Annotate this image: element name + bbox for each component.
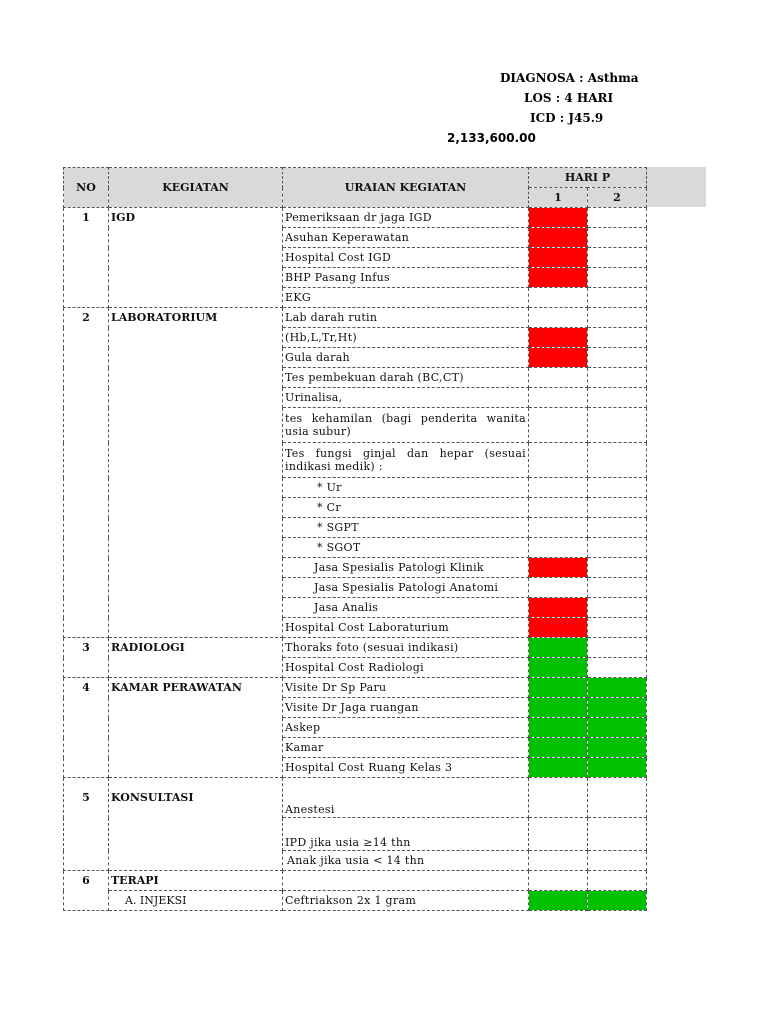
cell-uraian: Pemeriksaan dr jaga IGD (283, 208, 529, 228)
cell-day-1 (529, 678, 588, 698)
cell-kegiatan: KONSULTASI (109, 778, 283, 818)
los-label: LOS : 4 HARI (524, 91, 614, 105)
table-row (64, 718, 647, 738)
cell-uraian: Ceftriakson 2x 1 gram (283, 891, 529, 911)
cell-no (64, 248, 109, 268)
cell-no: 1 (64, 208, 109, 228)
cell-uraian: Tes pembekuan darah (BC,CT) (283, 368, 529, 388)
table-row (64, 248, 647, 268)
cell-day-2 (588, 558, 647, 578)
cell-day-1 (529, 388, 588, 408)
table-row (64, 478, 647, 498)
cell-day-2 (588, 478, 647, 498)
cell-kegiatan (109, 738, 283, 758)
cell-no: 2 (64, 308, 109, 328)
cell-uraian: IPD jika usia ≥14 thn (283, 818, 529, 851)
table-body (64, 208, 647, 911)
cell-day-1 (529, 758, 588, 778)
cell-uraian: Hospital Cost Laboraturium (283, 618, 529, 638)
cell-day-1 (529, 738, 588, 758)
cell-kegiatan (109, 578, 283, 598)
cell-day-1 (529, 578, 588, 598)
cell-day-2 (588, 851, 647, 871)
cell-no (64, 818, 109, 851)
table-row (64, 328, 647, 348)
table-row (64, 408, 647, 443)
cell-day-2 (588, 538, 647, 558)
table-row (64, 288, 647, 308)
cell-uraian: Jasa Analis (283, 598, 529, 618)
cell-no: 4 (64, 678, 109, 698)
cell-uraian: * Ur (283, 478, 529, 498)
cell-uraian: Urinalisa, (283, 388, 529, 408)
cell-day-1 (529, 871, 588, 891)
cell-no (64, 348, 109, 368)
col-header-no: NO (64, 168, 109, 208)
cell-kegiatan (109, 758, 283, 778)
cell-day-2 (588, 638, 647, 658)
cell-no (64, 478, 109, 498)
cell-no (64, 698, 109, 718)
cell-kegiatan: LABORATORIUM (109, 308, 283, 328)
table-row (64, 758, 647, 778)
table-row (64, 498, 647, 518)
cell-uraian: Hospital Cost Ruang Kelas 3 (283, 758, 529, 778)
cell-no (64, 598, 109, 618)
clinical-pathway-table (63, 167, 647, 911)
cell-day-2 (588, 778, 647, 818)
cell-uraian (283, 871, 529, 891)
cell-no (64, 538, 109, 558)
cell-kegiatan (109, 558, 283, 578)
cell-day-2 (588, 368, 647, 388)
diagnosa-label: DIAGNOSA : Asthma (500, 71, 639, 85)
cell-day-1 (529, 368, 588, 388)
cell-kegiatan (109, 538, 283, 558)
cell-kegiatan (109, 718, 283, 738)
cell-no (64, 738, 109, 758)
cell-kegiatan (109, 518, 283, 538)
cell-uraian: Visite Dr Sp Paru (283, 678, 529, 698)
cell-day-1 (529, 638, 588, 658)
cell-uraian: BHP Pasang Infus (283, 268, 529, 288)
cell-no (64, 851, 109, 871)
cell-day-1 (529, 248, 588, 268)
cell-no (64, 328, 109, 348)
cell-day-1 (529, 778, 588, 818)
col-header-kegiatan: KEGIATAN (109, 168, 283, 208)
cell-day-2 (588, 268, 647, 288)
cell-day-1 (529, 538, 588, 558)
table-row (64, 348, 647, 368)
cell-kegiatan (109, 478, 283, 498)
cell-kegiatan: TERAPI (109, 871, 283, 891)
cell-no (64, 228, 109, 248)
cell-day-2 (588, 578, 647, 598)
cell-uraian: * SGPT (283, 518, 529, 538)
cell-day-1 (529, 348, 588, 368)
table-row (64, 368, 647, 388)
cell-day-1 (529, 891, 588, 911)
cell-uraian: Gula darah (283, 348, 529, 368)
table-row (64, 871, 647, 891)
cell-no: 6 (64, 871, 109, 891)
cell-no (64, 718, 109, 738)
cell-uraian: * SGOT (283, 538, 529, 558)
cell-uraian: Hospital Cost IGD (283, 248, 529, 268)
col-header-hari: HARI P (529, 168, 647, 188)
cell-uraian: Asuhan Keperawatan (283, 228, 529, 248)
cell-day-2 (588, 618, 647, 638)
cell-no (64, 498, 109, 518)
cell-uraian: Askep (283, 718, 529, 738)
cell-day-2 (588, 678, 647, 698)
cell-day-1 (529, 498, 588, 518)
col-header-day-1: 1 (529, 188, 588, 208)
cell-no (64, 268, 109, 288)
cell-kegiatan (109, 408, 283, 443)
cell-day-2 (588, 443, 647, 478)
cell-day-1 (529, 308, 588, 328)
table-row (64, 638, 647, 658)
cell-uraian: Jasa Spesialis Patologi Anatomi (283, 578, 529, 598)
cell-day-1 (529, 718, 588, 738)
cell-uraian: Hospital Cost Radiologi (283, 658, 529, 678)
table-row (64, 891, 647, 911)
cell-no (64, 578, 109, 598)
cell-day-2 (588, 598, 647, 618)
cell-uraian: (Hb,L,Tr,Ht) (283, 328, 529, 348)
cell-day-2 (588, 348, 647, 368)
cell-kegiatan (109, 268, 283, 288)
cell-day-1 (529, 478, 588, 498)
cell-no (64, 558, 109, 578)
cell-uraian: Lab darah rutin (283, 308, 529, 328)
cell-day-1 (529, 698, 588, 718)
table-row (64, 518, 647, 538)
table-row (64, 308, 647, 328)
cell-day-1 (529, 328, 588, 348)
cell-kegiatan (109, 658, 283, 678)
cell-no (64, 658, 109, 678)
table-row (64, 228, 647, 248)
cell-day-2 (588, 658, 647, 678)
cell-kegiatan (109, 851, 283, 871)
cell-day-2 (588, 228, 647, 248)
cell-kegiatan (109, 388, 283, 408)
icd-label: ICD : J45.9 (530, 111, 604, 125)
cell-uraian: Anestesi (283, 778, 529, 818)
cell-day-2 (588, 891, 647, 911)
cell-day-2 (588, 208, 647, 228)
cell-kegiatan (109, 288, 283, 308)
table-row (64, 578, 647, 598)
table-row (64, 443, 647, 478)
cell-kegiatan (109, 498, 283, 518)
cell-kegiatan (109, 248, 283, 268)
cell-day-2 (588, 818, 647, 851)
cell-kegiatan: IGD (109, 208, 283, 228)
cell-day-1 (529, 443, 588, 478)
cell-no (64, 388, 109, 408)
cell-no (64, 288, 109, 308)
cell-day-1 (529, 851, 588, 871)
col-header-day-2: 2 (588, 188, 647, 208)
cell-day-1 (529, 408, 588, 443)
cell-day-2 (588, 288, 647, 308)
cell-kegiatan (109, 618, 283, 638)
cell-no (64, 443, 109, 478)
cell-day-2 (588, 328, 647, 348)
cell-kegiatan (109, 368, 283, 388)
cell-uraian: Kamar (283, 738, 529, 758)
cell-day-1 (529, 288, 588, 308)
cell-day-2 (588, 308, 647, 328)
cell-no (64, 618, 109, 638)
cell-day-2 (588, 871, 647, 891)
cell-kegiatan (109, 698, 283, 718)
table-row (64, 698, 647, 718)
cell-day-1 (529, 268, 588, 288)
cell-uraian: EKG (283, 288, 529, 308)
cell-day-2 (588, 518, 647, 538)
table-row (64, 388, 647, 408)
table-row (64, 538, 647, 558)
table-row (64, 598, 647, 618)
cell-day-2 (588, 758, 647, 778)
cell-day-2 (588, 248, 647, 268)
table-row (64, 778, 647, 818)
cell-no: 3 (64, 638, 109, 658)
cell-uraian: Jasa Spesialis Patologi Klinik (283, 558, 529, 578)
cell-day-2 (588, 498, 647, 518)
cell-kegiatan (109, 443, 283, 478)
cell-kegiatan (109, 348, 283, 368)
cell-uraian: tes kehamilan (bagi penderita wanita usia subur) (283, 408, 529, 443)
table-row (64, 678, 647, 698)
table-row (64, 738, 647, 758)
cell-day-2 (588, 698, 647, 718)
header-overflow-band (646, 167, 706, 207)
cell-no: 5 (64, 778, 109, 818)
cell-uraian: Visite Dr Jaga ruangan (283, 698, 529, 718)
cell-kegiatan (109, 328, 283, 348)
table-row (64, 818, 647, 851)
table-row (64, 208, 647, 228)
cell-uraian: * Cr (283, 498, 529, 518)
cell-day-1 (529, 228, 588, 248)
cell-day-1 (529, 618, 588, 638)
cell-uraian: Tes fungsi ginjal dan hepar (sesuai indikasi medik) : (283, 443, 529, 478)
total-cost: 2,133,600.00 (447, 131, 536, 145)
cell-no (64, 758, 109, 778)
cell-no (64, 368, 109, 388)
cell-day-1 (529, 818, 588, 851)
table-row (64, 851, 647, 871)
table-row (64, 558, 647, 578)
cell-day-2 (588, 738, 647, 758)
table-row (64, 618, 647, 638)
cell-kegiatan: A. INJEKSI (109, 891, 283, 911)
cell-day-1 (529, 558, 588, 578)
cell-kegiatan (109, 598, 283, 618)
cell-day-2 (588, 408, 647, 443)
cell-day-1 (529, 658, 588, 678)
col-header-uraian: URAIAN KEGIATAN (283, 168, 529, 208)
cell-uraian: Thoraks foto (sesuai indikasi) (283, 638, 529, 658)
cell-kegiatan (109, 818, 283, 851)
cell-day-2 (588, 388, 647, 408)
cell-day-2 (588, 718, 647, 738)
cell-no (64, 518, 109, 538)
cell-kegiatan: RADIOLOGI (109, 638, 283, 658)
table-row (64, 658, 647, 678)
cell-no (64, 891, 109, 911)
cell-uraian: Anak jika usia < 14 thn (283, 851, 529, 871)
cell-kegiatan: KAMAR PERAWATAN (109, 678, 283, 698)
cell-day-1 (529, 208, 588, 228)
cell-day-1 (529, 518, 588, 538)
cell-day-1 (529, 598, 588, 618)
table-row (64, 268, 647, 288)
cell-no (64, 408, 109, 443)
cell-kegiatan (109, 228, 283, 248)
